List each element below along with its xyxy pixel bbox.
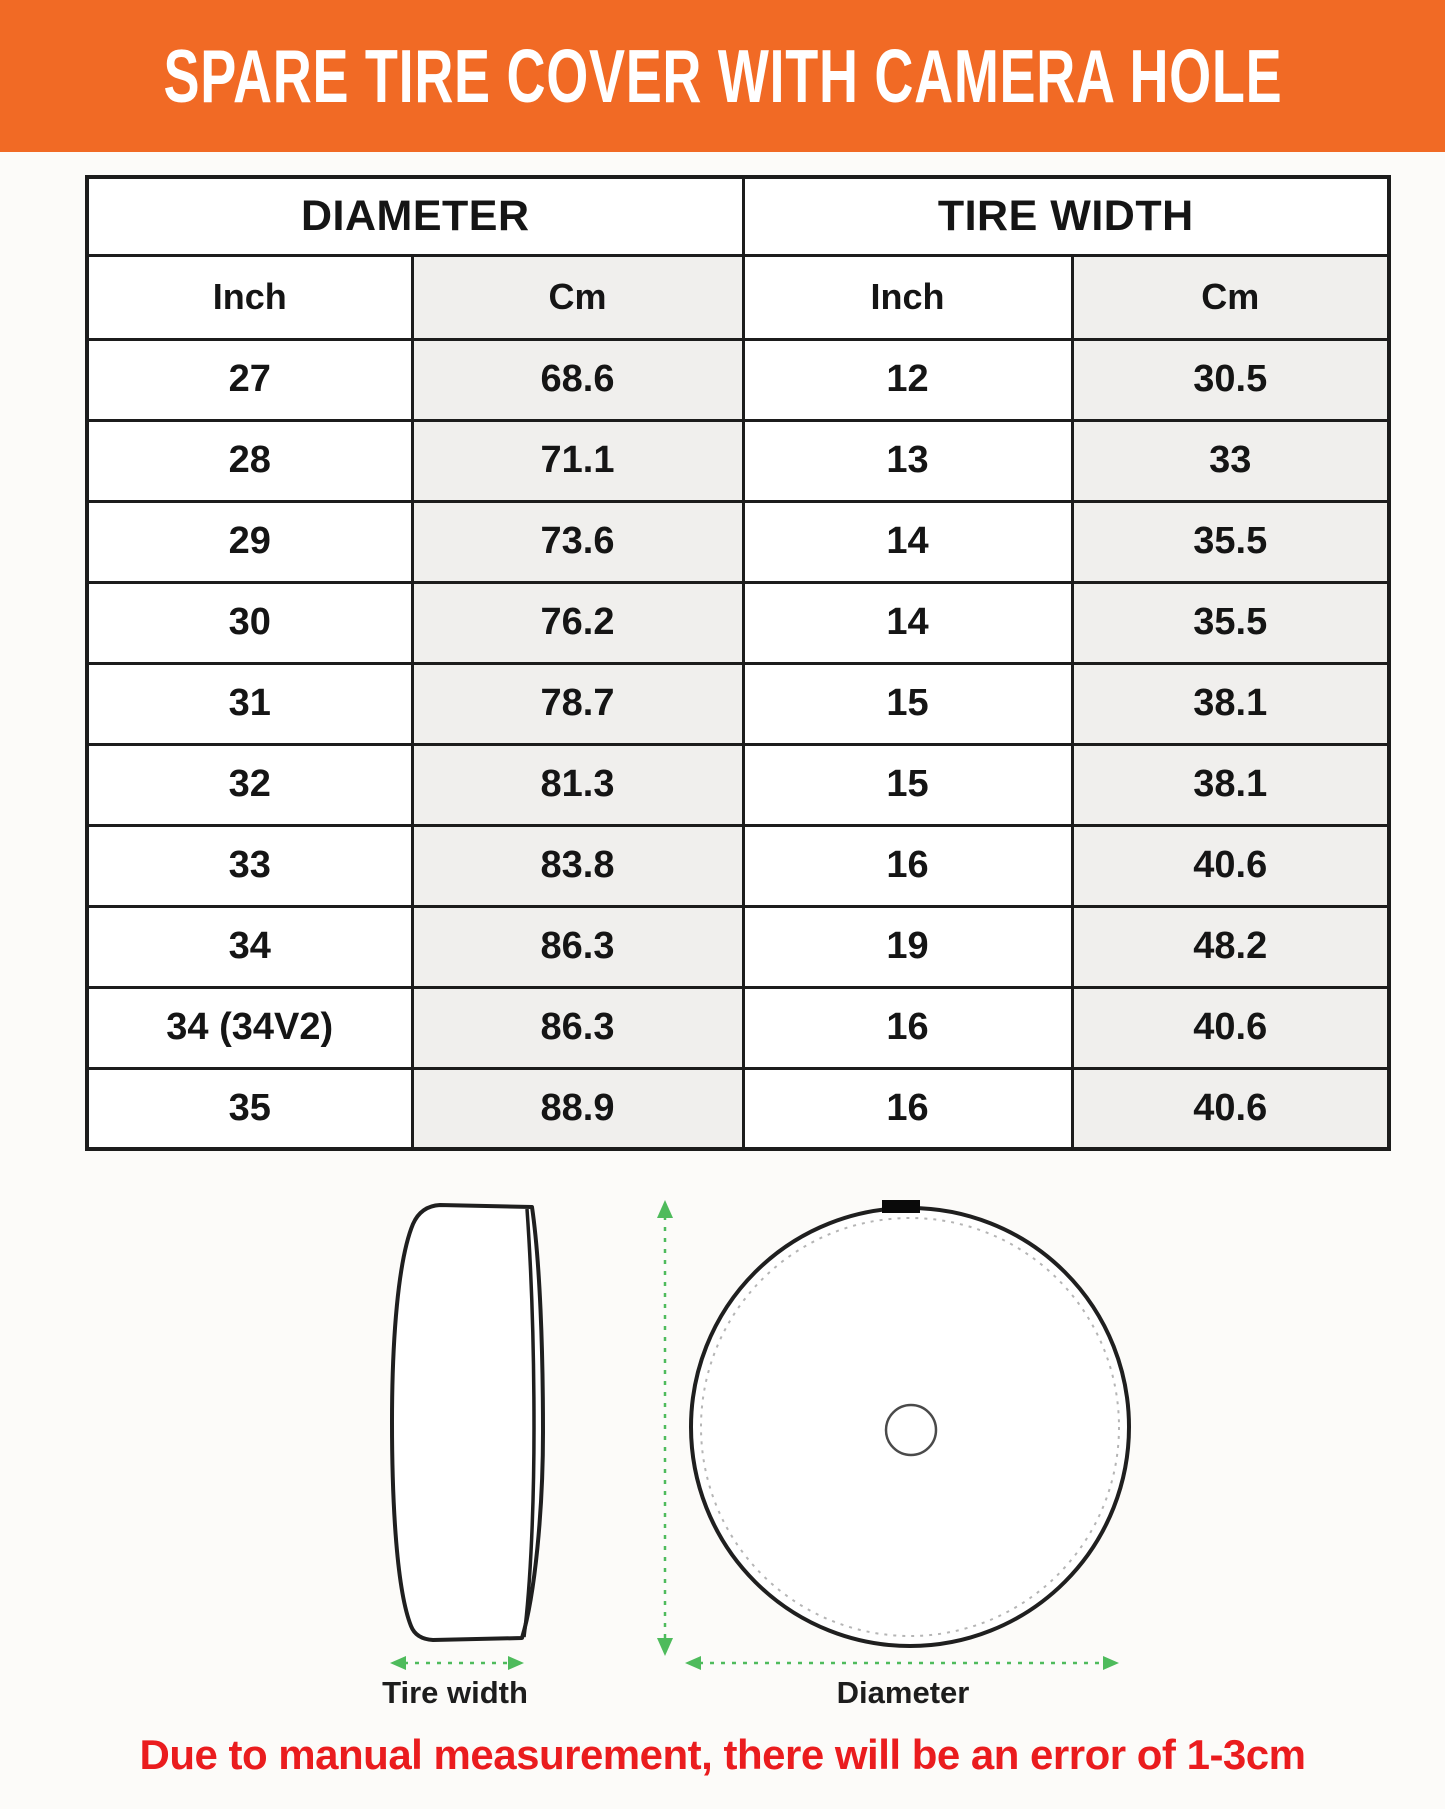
table-row <box>87 906 1389 987</box>
cell-width-cm: 48.2 <box>1072 906 1389 987</box>
cell-width-cm: 35.5 <box>1072 582 1389 663</box>
table-group-header-row <box>87 177 1389 255</box>
cell-diameter-cm: 81.3 <box>412 744 743 825</box>
tire-width-label: Tire width <box>382 1675 528 1710</box>
valve-marker <box>882 1200 920 1213</box>
cell-width-inch: 15 <box>743 663 1072 744</box>
cell-width-cm: 40.6 <box>1072 1068 1389 1149</box>
cell-diameter-inch: 35 <box>87 1068 412 1149</box>
subheader-width-cm: Cm <box>1072 255 1389 339</box>
table-row <box>87 501 1389 582</box>
cell-width-inch: 12 <box>743 339 1072 420</box>
cell-diameter-cm: 78.7 <box>412 663 743 744</box>
cell-diameter-cm: 86.3 <box>412 906 743 987</box>
cell-diameter-inch: 27 <box>87 339 412 420</box>
table-row <box>87 825 1389 906</box>
cell-width-inch: 15 <box>743 744 1072 825</box>
cell-width-inch: 16 <box>743 825 1072 906</box>
table-row <box>87 582 1389 663</box>
cell-diameter-cm: 83.8 <box>412 825 743 906</box>
subheader-diameter-cm: Cm <box>412 255 743 339</box>
cell-width-cm: 33 <box>1072 420 1389 501</box>
cell-diameter-inch: 30 <box>87 582 412 663</box>
diameter-label: Diameter <box>836 1675 970 1710</box>
measurement-note: Due to manual measurement, there will be an error of 1-3cm <box>139 1731 1306 1778</box>
subheader-diameter-inch: Inch <box>87 255 412 339</box>
table-subheader-row <box>87 255 1389 339</box>
cell-width-cm: 40.6 <box>1072 825 1389 906</box>
cell-diameter-cm: 76.2 <box>412 582 743 663</box>
size-table <box>85 175 1391 1151</box>
cell-diameter-cm: 68.6 <box>412 339 743 420</box>
cell-diameter-inch: 34 <box>87 906 412 987</box>
table-row <box>87 339 1389 420</box>
cell-width-inch: 13 <box>743 420 1072 501</box>
diameter-measure-arrow <box>657 1200 673 1656</box>
table-row <box>87 1068 1389 1149</box>
tire-width-arrow <box>390 1656 524 1670</box>
cell-diameter-inch: 33 <box>87 825 412 906</box>
cell-width-inch: 14 <box>743 582 1072 663</box>
cell-width-inch: 14 <box>743 501 1072 582</box>
table-row <box>87 663 1389 744</box>
page-title: SPARE TIRE COVER WITH CAMERA HOLE <box>163 34 1282 118</box>
cell-diameter-inch: 29 <box>87 501 412 582</box>
cell-width-cm: 38.1 <box>1072 744 1389 825</box>
banner <box>0 0 1445 152</box>
cell-diameter-cm: 86.3 <box>412 987 743 1068</box>
cell-diameter-inch: 32 <box>87 744 412 825</box>
cell-width-cm: 30.5 <box>1072 339 1389 420</box>
cell-diameter-cm: 71.1 <box>412 420 743 501</box>
diameter-arrow <box>685 1656 1119 1670</box>
subheader-width-inch: Inch <box>743 255 1072 339</box>
cell-width-inch: 19 <box>743 906 1072 987</box>
cell-diameter-cm: 88.9 <box>412 1068 743 1149</box>
tire-front-view <box>691 1200 1129 1646</box>
group-header-diameter: DIAMETER <box>87 177 743 255</box>
cell-width-cm: 38.1 <box>1072 663 1389 744</box>
cell-diameter-inch: 31 <box>87 663 412 744</box>
camera-hole <box>886 1405 936 1455</box>
cell-width-cm: 40.6 <box>1072 987 1389 1068</box>
table-row <box>87 744 1389 825</box>
cell-width-inch: 16 <box>743 1068 1072 1149</box>
tire-side-view <box>392 1205 543 1640</box>
cell-diameter-inch: 28 <box>87 420 412 501</box>
table-row <box>87 420 1389 501</box>
cell-width-cm: 35.5 <box>1072 501 1389 582</box>
cell-diameter-cm: 73.6 <box>412 501 743 582</box>
group-header-tire-width: TIRE WIDTH <box>743 177 1389 255</box>
tire-diagram <box>0 1150 1445 1809</box>
cell-diameter-inch: 34 (34V2) <box>87 987 412 1068</box>
cell-width-inch: 16 <box>743 987 1072 1068</box>
table-row <box>87 987 1389 1068</box>
